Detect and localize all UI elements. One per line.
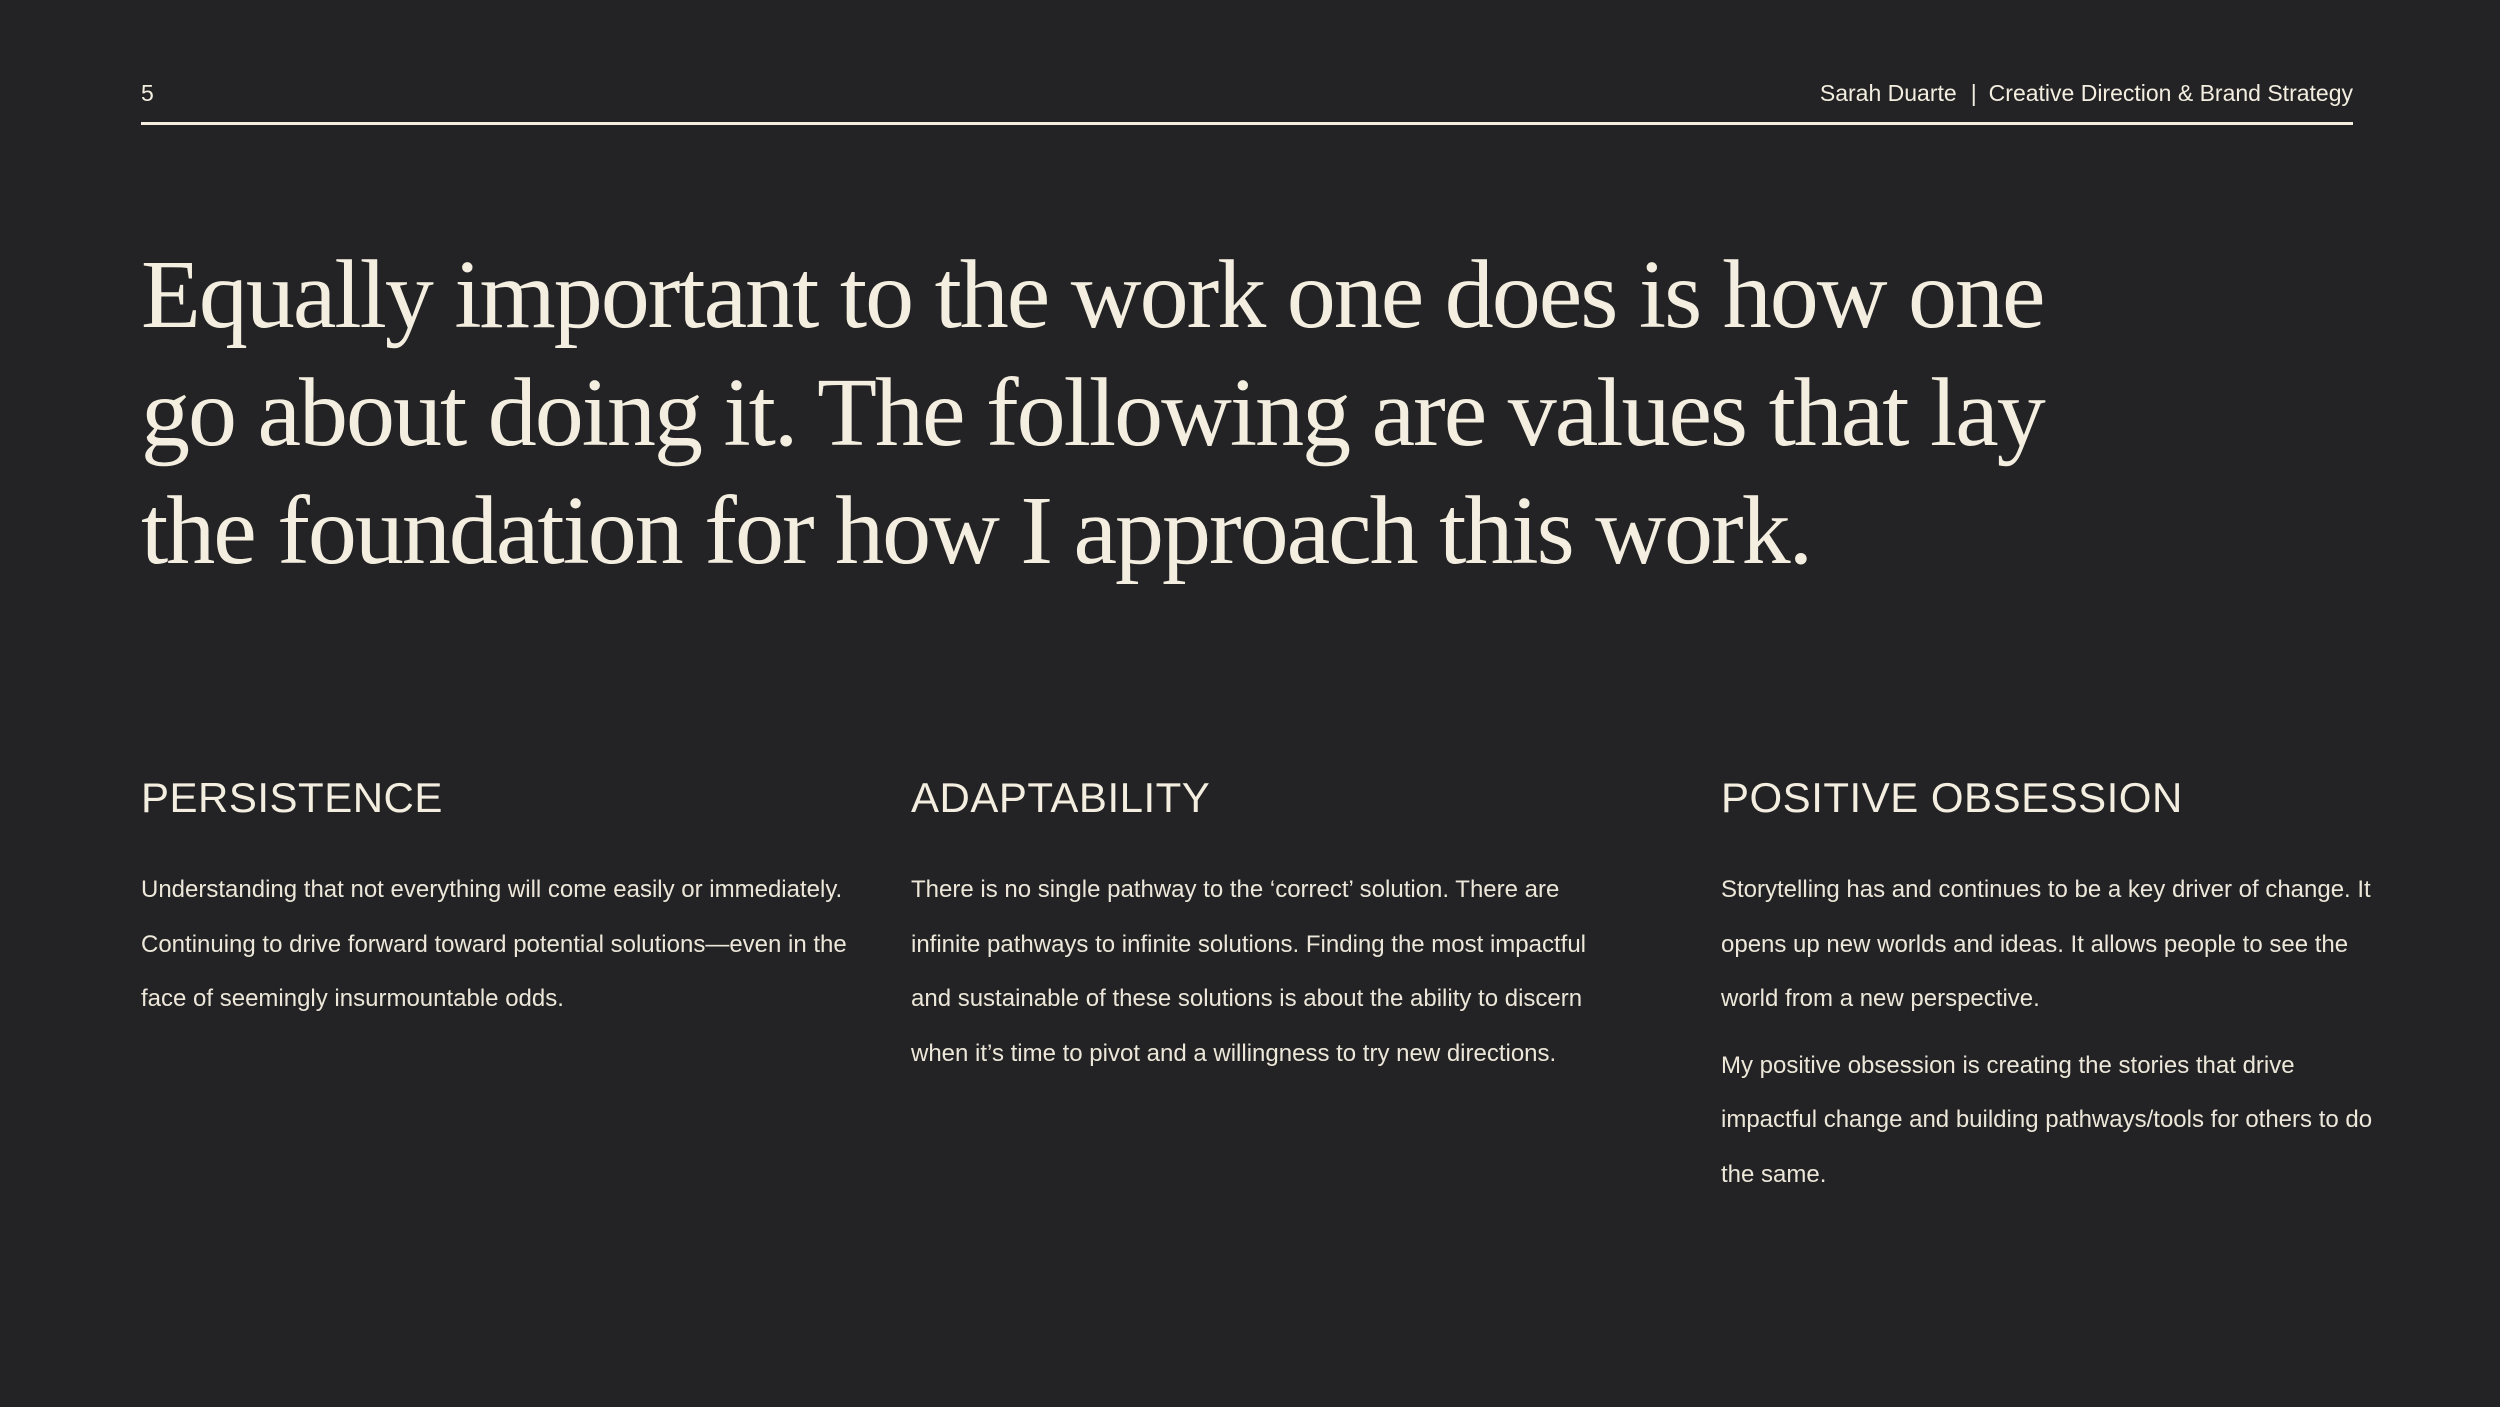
- value-column-adaptability: [911, 772, 1611, 1081]
- value-title: ADAPTABILITY: [911, 774, 1211, 821]
- author-name: Sarah Duarte: [1819, 80, 1957, 106]
- value-column-positive-obsession: [1721, 772, 2381, 1202]
- value-description: Storytelling has and continues to be a key driver of change. It opens up new worlds and ideas. It allows people to see the world from a new perspective.: [1721, 876, 2371, 1012]
- header-credit: [1820, 78, 2353, 108]
- value-title: PERSISTENCE: [141, 774, 443, 821]
- value-description-second: My positive obsession is creating the stories that drive impactful change and building pathways/tools for others to do the same.: [1721, 1051, 2373, 1188]
- value-column-persistence: [141, 772, 861, 1027]
- page-number: 5: [141, 80, 154, 106]
- value-title: POSITIVE OBSESSION: [1721, 774, 2183, 821]
- page-header: [141, 76, 2353, 125]
- value-description: There is no single pathway to the ‘correct’ solution. There are infinite pathways to infinite solutions. Finding the most impactful and sustainable of these solutions is about the ability to discern when it’s time to pivot and a willingness to try new directions.: [911, 876, 1587, 1067]
- header-separator: |: [1970, 80, 1977, 106]
- value-description: Understanding that not everything will come easily or immediately. Continuing to drive forward toward potential solutions—even in the face of seemingly insurmountable odds.: [141, 876, 847, 1012]
- headline: Equally important to the work one does is how one go about doing it. The following are values that lay the foundation for how I approach this work.: [141, 241, 2044, 585]
- header-subtitle: Creative Direction & Brand Strategy: [1988, 80, 2353, 106]
